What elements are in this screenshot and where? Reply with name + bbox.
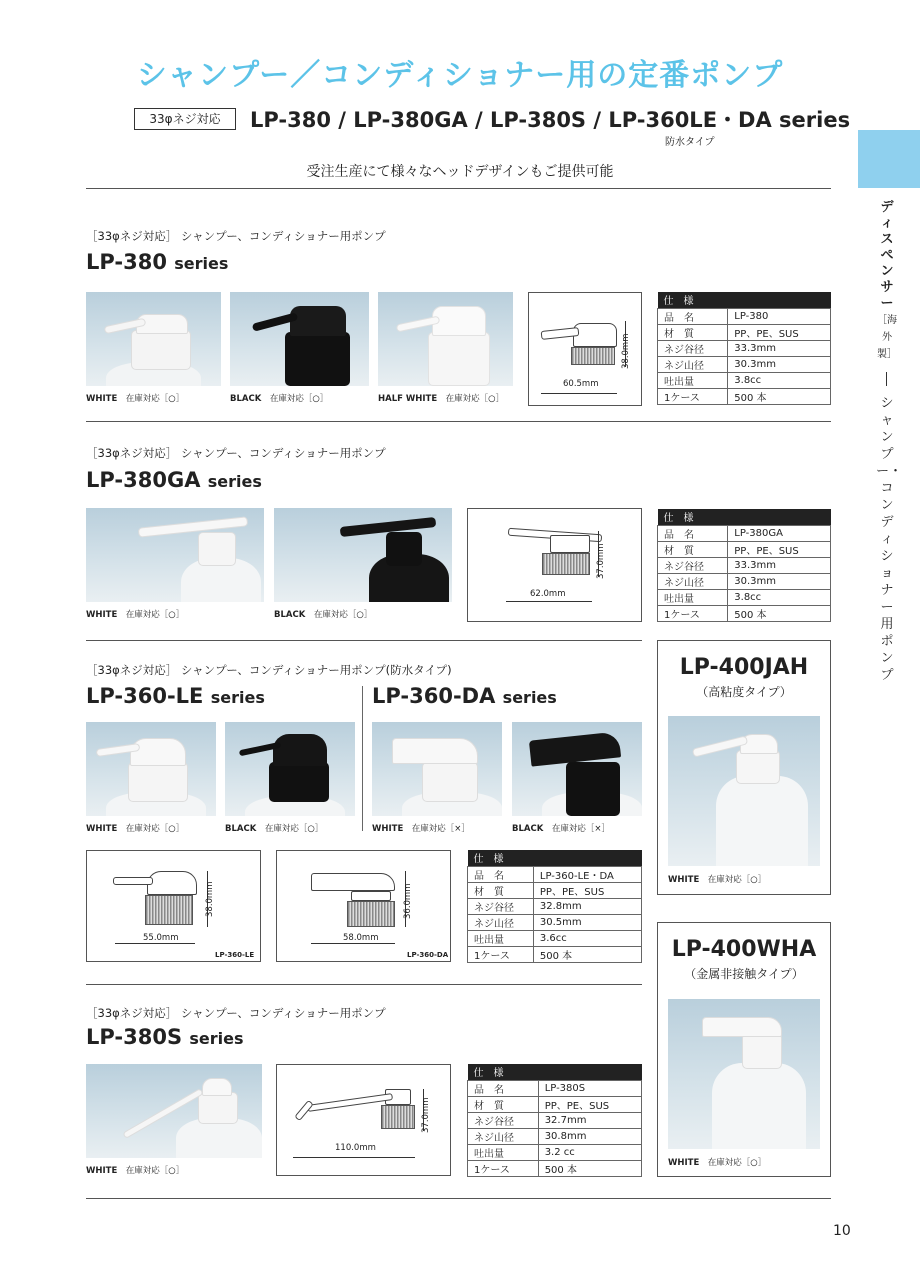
table-row bbox=[468, 1096, 642, 1112]
lp360da-name: LP-360-DA bbox=[372, 684, 496, 708]
table-row bbox=[468, 898, 642, 914]
side-tab bbox=[858, 130, 920, 188]
spec-key: 材 質 bbox=[468, 882, 534, 898]
lp380-name: LP-380 bbox=[86, 250, 167, 274]
lp380ga-diagram bbox=[467, 508, 642, 622]
lp380-halfwhite-caption: HALF WHITE 在庫対応［○］ bbox=[378, 394, 505, 404]
lp400jah-box bbox=[657, 640, 831, 895]
lp380s-white-photo bbox=[86, 1064, 262, 1158]
lp360da-diagram-tag: LP-360-DA bbox=[407, 951, 449, 959]
spec-key: 品 名 bbox=[468, 866, 534, 882]
lp380-series: series bbox=[174, 254, 229, 273]
lp380ga-spec-table bbox=[657, 509, 831, 622]
lp360da-diagram bbox=[276, 850, 451, 962]
lp380s-dim-height: 37.0mm bbox=[421, 1097, 431, 1133]
spec-header: 仕 様 bbox=[468, 850, 642, 866]
spec-value: 32.8mm bbox=[533, 898, 641, 914]
lp360le-diagram-tag: LP-360-LE bbox=[215, 951, 255, 959]
lp400jah-sub: （高粘度タイプ） bbox=[696, 685, 792, 699]
lp360da-series: series bbox=[502, 688, 557, 707]
lp360da-black-caption: BLACK 在庫対応［×］ bbox=[512, 824, 610, 834]
spec-value: 30.8mm bbox=[538, 1128, 641, 1144]
table-row bbox=[468, 930, 642, 946]
lp360le-black-photo bbox=[225, 722, 355, 816]
table-row bbox=[658, 557, 831, 573]
spec-value: 500 本 bbox=[533, 946, 641, 962]
spec-value: PP、PE、SUS bbox=[533, 882, 641, 898]
side-region: ［海外製］ bbox=[877, 315, 897, 360]
lp360da-title bbox=[372, 684, 557, 708]
lp400jah-photo bbox=[668, 716, 820, 866]
lp400wha-sub: （金属非接触タイプ） bbox=[684, 967, 804, 981]
lp360le-white-photo bbox=[86, 722, 216, 816]
lp380s-label: ［33φネジ対応］ シャンプー、コンディショナー用ポンプ bbox=[86, 1006, 386, 1020]
spec-key: 吐出量 bbox=[468, 1144, 539, 1160]
divider bbox=[86, 421, 831, 422]
spec-value: PP、PE、SUS bbox=[538, 1096, 641, 1112]
table-row bbox=[658, 541, 831, 557]
lp380ga-white-caption: WHITE 在庫対応［○］ bbox=[86, 610, 185, 620]
table-row bbox=[468, 1080, 642, 1096]
table-row bbox=[468, 946, 642, 962]
spec-value: 33.3mm bbox=[728, 340, 831, 356]
side-category-text: ディスペンサー bbox=[880, 200, 894, 311]
spec-value: 3.8cc bbox=[728, 372, 831, 388]
spec-header: 仕 様 bbox=[468, 1064, 642, 1080]
lp380-black-photo bbox=[230, 292, 369, 386]
divider bbox=[86, 188, 831, 189]
lp380-dim-height: 38.0mm bbox=[621, 333, 631, 369]
spec-key: ネジ谷径 bbox=[468, 1112, 539, 1128]
waterproof-note: 防水タイプ bbox=[665, 137, 715, 148]
table-row bbox=[468, 1128, 642, 1144]
lp360-label: ［33φネジ対応］ シャンプー、コンディショナー用ポンプ(防水タイプ) bbox=[86, 663, 452, 677]
table-row bbox=[658, 356, 831, 372]
spec-value: LP-380 bbox=[728, 308, 831, 324]
lp400wha-caption: WHITE 在庫対応［○］ bbox=[668, 1158, 767, 1168]
lp380ga-series: series bbox=[207, 472, 262, 491]
lp380s-caption: WHITE 在庫対応［○］ bbox=[86, 1166, 185, 1176]
table-row bbox=[658, 308, 831, 324]
thread-tag: 33φネジ対応 bbox=[134, 108, 236, 130]
table-row bbox=[468, 1160, 642, 1176]
spec-value: 3.6cc bbox=[533, 930, 641, 946]
lp360da-black-photo bbox=[512, 722, 642, 816]
lp380s-dim-width: 110.0mm bbox=[335, 1143, 376, 1153]
lp380ga-dim-width: 62.0mm bbox=[530, 589, 566, 599]
lp360da-white-caption: WHITE 在庫対応［×］ bbox=[372, 824, 470, 834]
table-row bbox=[658, 605, 831, 621]
lp380ga-dim-height: 37.0mm bbox=[596, 543, 606, 579]
lp380ga-label: ［33φネジ対応］ シャンプー、コンディショナー用ポンプ bbox=[86, 446, 386, 460]
spec-value: 500 本 bbox=[728, 388, 831, 404]
spec-key: 1ケース bbox=[658, 605, 728, 621]
spec-key: 品 名 bbox=[658, 308, 728, 324]
lp400wha-box bbox=[657, 922, 831, 1177]
table-row bbox=[468, 882, 642, 898]
spec-value: 3.8cc bbox=[728, 589, 831, 605]
lp360-separator bbox=[362, 686, 363, 831]
lp400wha-name: LP-400WHA bbox=[671, 937, 817, 962]
spec-key: 吐出量 bbox=[468, 930, 534, 946]
spec-key: ネジ山径 bbox=[468, 914, 534, 930]
lp360le-dim-height: 38.0mm bbox=[205, 881, 215, 917]
lp380ga-black-photo bbox=[274, 508, 452, 602]
spec-value: 33.3mm bbox=[728, 557, 831, 573]
lp380-label: ［33φネジ対応］ シャンプー、コンディショナー用ポンプ bbox=[86, 229, 386, 243]
spec-header: 仕 様 bbox=[658, 509, 831, 525]
lp360-spec-table bbox=[467, 850, 642, 963]
spec-key: 材 質 bbox=[468, 1096, 539, 1112]
spec-key: 吐出量 bbox=[658, 589, 728, 605]
lp380s-series: series bbox=[189, 1029, 244, 1048]
spec-value: LP-380GA bbox=[728, 525, 831, 541]
table-row bbox=[468, 1144, 642, 1160]
spec-key: 1ケース bbox=[468, 1160, 539, 1176]
lp360le-white-caption: WHITE 在庫対応［○］ bbox=[86, 824, 185, 834]
table-row bbox=[468, 866, 642, 882]
spec-value: 500 本 bbox=[538, 1160, 641, 1176]
spec-key: ネジ谷径 bbox=[658, 340, 728, 356]
lp380ga-white-photo bbox=[86, 508, 264, 602]
lp360da-white-photo bbox=[372, 722, 502, 816]
model-list: LP-380 / LP-380GA / LP-380S / LP-360LE・DA series bbox=[250, 108, 851, 132]
spec-value: 3.2 cc bbox=[538, 1144, 641, 1160]
lp360le-diagram bbox=[86, 850, 261, 962]
table-row bbox=[658, 525, 831, 541]
table-row bbox=[658, 589, 831, 605]
lp360le-title bbox=[86, 684, 265, 708]
page-subtitle: 受注生産にて様々なヘッドデザインもご提供可能 bbox=[306, 164, 614, 180]
spec-value: 30.3mm bbox=[728, 356, 831, 372]
spec-value: 32.7mm bbox=[538, 1112, 641, 1128]
lp380-spec-table bbox=[657, 292, 831, 405]
lp380-black-caption: BLACK 在庫対応［○］ bbox=[230, 394, 329, 404]
spec-key: ネジ山径 bbox=[658, 573, 728, 589]
lp400jah-caption: WHITE 在庫対応［○］ bbox=[668, 875, 767, 885]
lp380-halfwhite-photo bbox=[378, 292, 513, 386]
table-row bbox=[658, 324, 831, 340]
spec-value: PP、PE、SUS bbox=[728, 541, 831, 557]
lp360da-dim-width: 58.0mm bbox=[343, 933, 379, 943]
divider bbox=[86, 640, 642, 641]
table-row bbox=[658, 388, 831, 404]
lp400wha-photo bbox=[668, 999, 820, 1149]
lp360da-dim-height: 36.0mm bbox=[403, 883, 413, 919]
side-category bbox=[876, 200, 898, 363]
side-separator bbox=[886, 372, 887, 386]
spec-key: 品 名 bbox=[468, 1080, 539, 1096]
table-row bbox=[468, 914, 642, 930]
page-title: シャンプー／コンディショナー用の定番ポンプ bbox=[136, 58, 784, 93]
spec-key: 材 質 bbox=[658, 541, 728, 557]
lp380-white-caption: WHITE 在庫対応［○］ bbox=[86, 394, 185, 404]
lp380-dim-width: 60.5mm bbox=[563, 379, 599, 389]
spec-key: ネジ山径 bbox=[468, 1128, 539, 1144]
lp380s-name: LP-380S bbox=[86, 1025, 183, 1049]
table-row bbox=[468, 1112, 642, 1128]
divider bbox=[86, 1198, 831, 1199]
spec-key: ネジ谷径 bbox=[468, 898, 534, 914]
divider bbox=[86, 984, 642, 985]
lp380ga-title bbox=[86, 468, 262, 492]
lp400jah-name: LP-400JAH bbox=[679, 655, 809, 680]
table-row bbox=[658, 340, 831, 356]
lp360le-dim-width: 55.0mm bbox=[143, 933, 179, 943]
lp380ga-name: LP-380GA bbox=[86, 468, 201, 492]
table-row bbox=[658, 372, 831, 388]
spec-value: 30.3mm bbox=[728, 573, 831, 589]
spec-value: PP、PE、SUS bbox=[728, 324, 831, 340]
lp360le-name: LP-360-LE bbox=[86, 684, 204, 708]
spec-value: 30.5mm bbox=[533, 914, 641, 930]
spec-key: 材 質 bbox=[658, 324, 728, 340]
spec-key: ネジ山径 bbox=[658, 356, 728, 372]
lp380ga-black-caption: BLACK 在庫対応［○］ bbox=[274, 610, 373, 620]
spec-header: 仕 様 bbox=[658, 292, 831, 308]
lp380-diagram bbox=[528, 292, 642, 406]
lp380-white-photo bbox=[86, 292, 221, 386]
side-product: シャンプー・コンディショナー用ポンプ bbox=[876, 396, 903, 683]
lp380s-title bbox=[86, 1025, 244, 1049]
spec-key: ネジ谷径 bbox=[658, 557, 728, 573]
spec-key: 吐出量 bbox=[658, 372, 728, 388]
table-row bbox=[658, 573, 831, 589]
page-number: 10 bbox=[833, 1223, 851, 1239]
lp360le-series: series bbox=[210, 688, 265, 707]
spec-value: 500 本 bbox=[728, 605, 831, 621]
lp380s-spec-table bbox=[467, 1064, 642, 1177]
lp380-title bbox=[86, 250, 228, 274]
spec-key: 1ケース bbox=[658, 388, 728, 404]
lp380s-diagram bbox=[276, 1064, 451, 1176]
spec-value: LP-380S bbox=[538, 1080, 641, 1096]
spec-key: 1ケース bbox=[468, 946, 534, 962]
spec-value: LP-360-LE・DA bbox=[533, 866, 641, 882]
spec-key: 品 名 bbox=[658, 525, 728, 541]
lp360le-black-caption: BLACK 在庫対応［○］ bbox=[225, 824, 324, 834]
